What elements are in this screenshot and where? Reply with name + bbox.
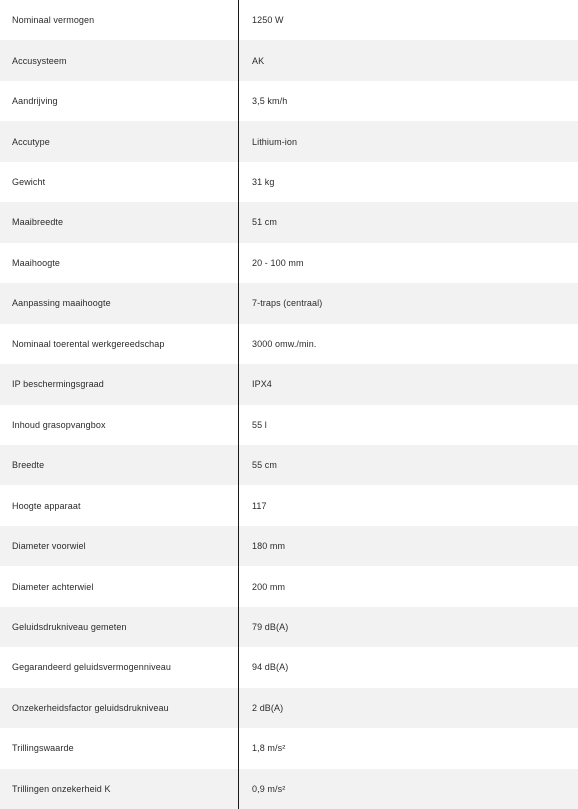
spec-row-tool-speed bbox=[0, 324, 578, 364]
spec-value: 55 l bbox=[252, 419, 267, 430]
spec-label: Gewicht bbox=[12, 177, 46, 188]
spec-row-cutting-height bbox=[0, 243, 578, 283]
spec-row-height-adjustment bbox=[0, 283, 578, 323]
spec-row-battery-system bbox=[0, 40, 578, 80]
spec-value: 94 dB(A) bbox=[252, 662, 289, 673]
spec-label: Aanpassing maaihoogte bbox=[12, 298, 111, 309]
spec-row-front-wheel-diameter bbox=[0, 526, 578, 566]
spec-row-grass-box-capacity bbox=[0, 405, 578, 445]
spec-value: IPX4 bbox=[252, 379, 272, 390]
spec-label: Nominaal vermogen bbox=[12, 15, 95, 26]
spec-value: 7-traps (centraal) bbox=[252, 298, 323, 309]
spec-label: Onzekerheidsfactor geluidsdrukniveau bbox=[12, 702, 169, 713]
spec-row-sound-power bbox=[0, 647, 578, 687]
spec-value: AK bbox=[252, 55, 265, 66]
spec-label: Maaihoogte bbox=[12, 257, 61, 268]
spec-label: IP beschermingsgraad bbox=[12, 379, 104, 390]
spec-label: Hoogte apparaat bbox=[12, 500, 81, 511]
spec-value: Lithium-ion bbox=[252, 136, 298, 147]
spec-label: Gegarandeerd geluidsvermogenniveau bbox=[12, 662, 172, 673]
spec-label: Aandrijving bbox=[12, 96, 58, 107]
spec-row-sound-pressure bbox=[0, 607, 578, 647]
spec-value: 3000 omw./min. bbox=[252, 338, 317, 349]
spec-row-ip-rating bbox=[0, 364, 578, 404]
spec-row-battery-type bbox=[0, 121, 578, 161]
spec-value: 3,5 km/h bbox=[252, 96, 288, 107]
spec-label: Accutype bbox=[12, 136, 50, 147]
spec-row-nominal-power bbox=[0, 0, 578, 40]
spec-label: Nominaal toerental werkgereedschap bbox=[12, 338, 165, 349]
spec-label: Accusysteem bbox=[12, 55, 67, 66]
spec-row-width bbox=[0, 445, 578, 485]
spec-row-drive bbox=[0, 81, 578, 121]
spec-value: 200 mm bbox=[252, 581, 286, 592]
spec-value: 79 dB(A) bbox=[252, 622, 289, 633]
spec-value: 55 cm bbox=[252, 460, 278, 471]
spec-row-vibration-uncertainty bbox=[0, 769, 578, 809]
spec-label: Trillingen onzekerheid K bbox=[12, 783, 111, 794]
spec-row-device-height bbox=[0, 485, 578, 525]
spec-row-rear-wheel-diameter bbox=[0, 566, 578, 606]
spec-label: Trillingswaarde bbox=[12, 743, 74, 754]
spec-row-weight bbox=[0, 162, 578, 202]
spec-value: 20 - 100 mm bbox=[252, 257, 304, 268]
spec-value: 180 mm bbox=[252, 541, 286, 552]
spec-value: 117 bbox=[252, 500, 267, 511]
spec-label: Geluidsdrukniveau gemeten bbox=[12, 622, 127, 633]
spec-label: Breedte bbox=[12, 460, 45, 471]
spec-value: 1,8 m/s² bbox=[252, 743, 286, 754]
spec-label: Maaibreedte bbox=[12, 217, 64, 228]
spec-value: 51 cm bbox=[252, 217, 278, 228]
spec-value: 31 kg bbox=[252, 177, 275, 188]
spec-label: Diameter achterwiel bbox=[12, 581, 94, 592]
spec-label: Diameter voorwiel bbox=[12, 541, 86, 552]
spec-row-cutting-width bbox=[0, 202, 578, 242]
spec-row-sound-uncertainty bbox=[0, 688, 578, 728]
spec-value: 1250 W bbox=[252, 15, 284, 26]
spec-label: Inhoud grasopvangbox bbox=[12, 419, 106, 430]
spec-value: 2 dB(A) bbox=[252, 702, 284, 713]
spec-row-vibration bbox=[0, 728, 578, 768]
spec-value: 0,9 m/s² bbox=[252, 783, 286, 794]
